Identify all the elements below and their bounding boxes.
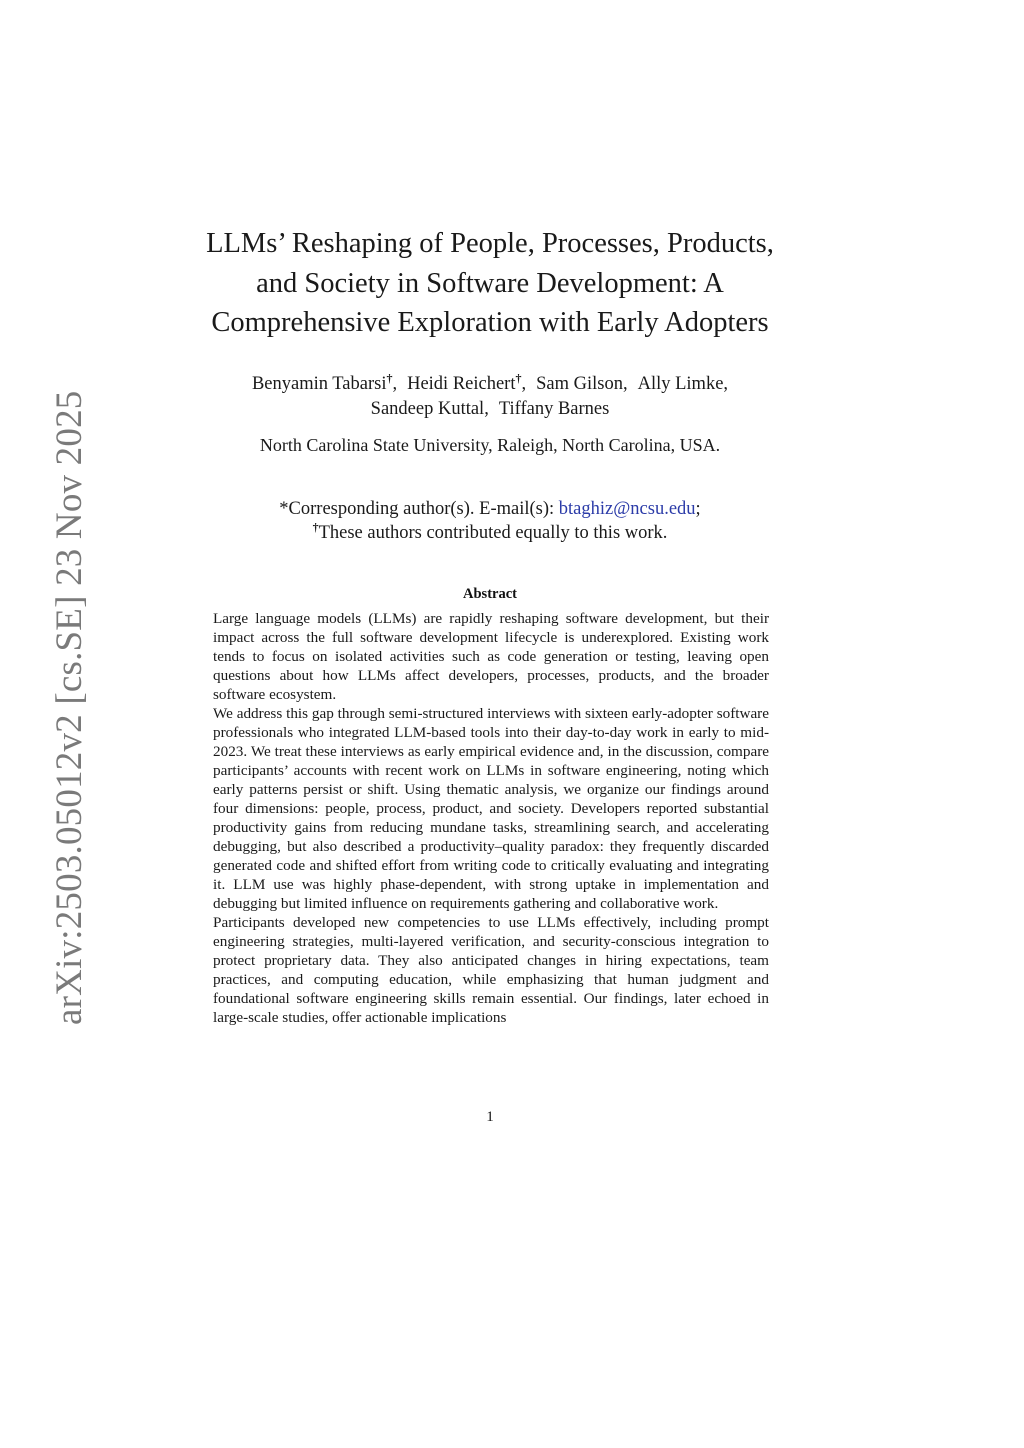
- email-link[interactable]: btaghiz@ncsu.edu: [558, 499, 696, 519]
- corresponding-author-line: [180, 497, 800, 521]
- arxiv-identifier[interactable]: arXiv:2503.05012v2 [cs.SE] 23 Nov 2025: [49, 390, 90, 1025]
- author-line: Sandeep Kuttal, Tiffany Barnes: [370, 399, 610, 419]
- equal-contribution-mark: †: [312, 520, 319, 534]
- equal-contribution-line: [180, 521, 800, 545]
- author-name: Heidi Reichert: [407, 374, 516, 394]
- author-name: Tiffany Barnes: [498, 399, 610, 419]
- equal-contribution-mark: †: [515, 371, 522, 385]
- equal-contribution-text: These authors contributed equally to this work.: [318, 523, 668, 543]
- author-name: Ally Limke: [637, 374, 724, 394]
- title-line: Comprehensive Exploration with Early Adopters: [211, 307, 769, 338]
- corresponding-note: [180, 497, 800, 545]
- corresponding-suffix: ;: [695, 499, 701, 519]
- abstract-heading: Abstract: [463, 586, 517, 602]
- abstract-paragraph: Large language models (LLMs) are rapidly reshaping software development, but their impact across the full software development lifecycle is underexplored. Existing work tends to focus on isolated activities such as code generation or testing, leaving open questions about how LLMs affect developers, processes, products, and the broader software ecosystem.: [213, 610, 769, 703]
- corresponding-prefix: *Corresponding author(s). E-mail(s):: [279, 499, 559, 519]
- author-name: Sam Gilson: [536, 374, 623, 394]
- author-name: Benyamin Tabarsi: [251, 374, 387, 394]
- abstract-paragraph: Participants developed new competencies to use LLMs effectively, including prompt engineering strategies, multi-layered verification, and security-conscious integration to protect proprietary data. They also anticipated changes in hiring expectations, team practices, and computing education, while emphasizing that human judgment and foundational software engineering skills remain essential. Our findings, later echoed in large-scale studies, offer actionable implications: [213, 914, 769, 1026]
- author-line: Benyamin Tabarsi†, Heidi Reichert†, Sam Gilson, Ally Limke,: [251, 371, 729, 394]
- title-line: and Society in Software Development: A: [256, 267, 724, 299]
- author-list: [180, 372, 800, 422]
- abstract-paragraph: We address this gap through semi-structured interviews with sixteen early-adopter software professionals who integrated LLM-based tools into their day-to-day work in early to mid-2023. We treat these interviews as early empirical evidence and, in the discussion, compare participants’ accounts with recent work on LLMs in software engineering, noting which early patterns persist or shift. Using thematic analysis, we organize our findings around four dimensions: people, process, product, and society. Developers reported substantial productivity gains from reducing mundane tasks, streamlining search, and accelerating debugging, but also described a productivity–quality paradox: they frequently discarded generated code and shifted effort from writing code to critically evaluating and integrating it. LLM use was highly phase-dependent, with strong uptake in implementation and debugging but limited influence on requirements gathering and collaborative work.: [213, 705, 769, 912]
- affiliation: North Carolina State University, Raleigh, North Carolina, USA.: [259, 435, 721, 455]
- page-number: 1: [486, 1109, 494, 1125]
- equal-contribution-mark: †: [386, 371, 393, 385]
- title-line: LLMs’ Reshaping of People, Processes, Products,: [206, 228, 774, 259]
- author-name: Sandeep Kuttal: [370, 399, 485, 419]
- paper-title: [180, 224, 800, 343]
- abstract-body: [213, 609, 769, 1027]
